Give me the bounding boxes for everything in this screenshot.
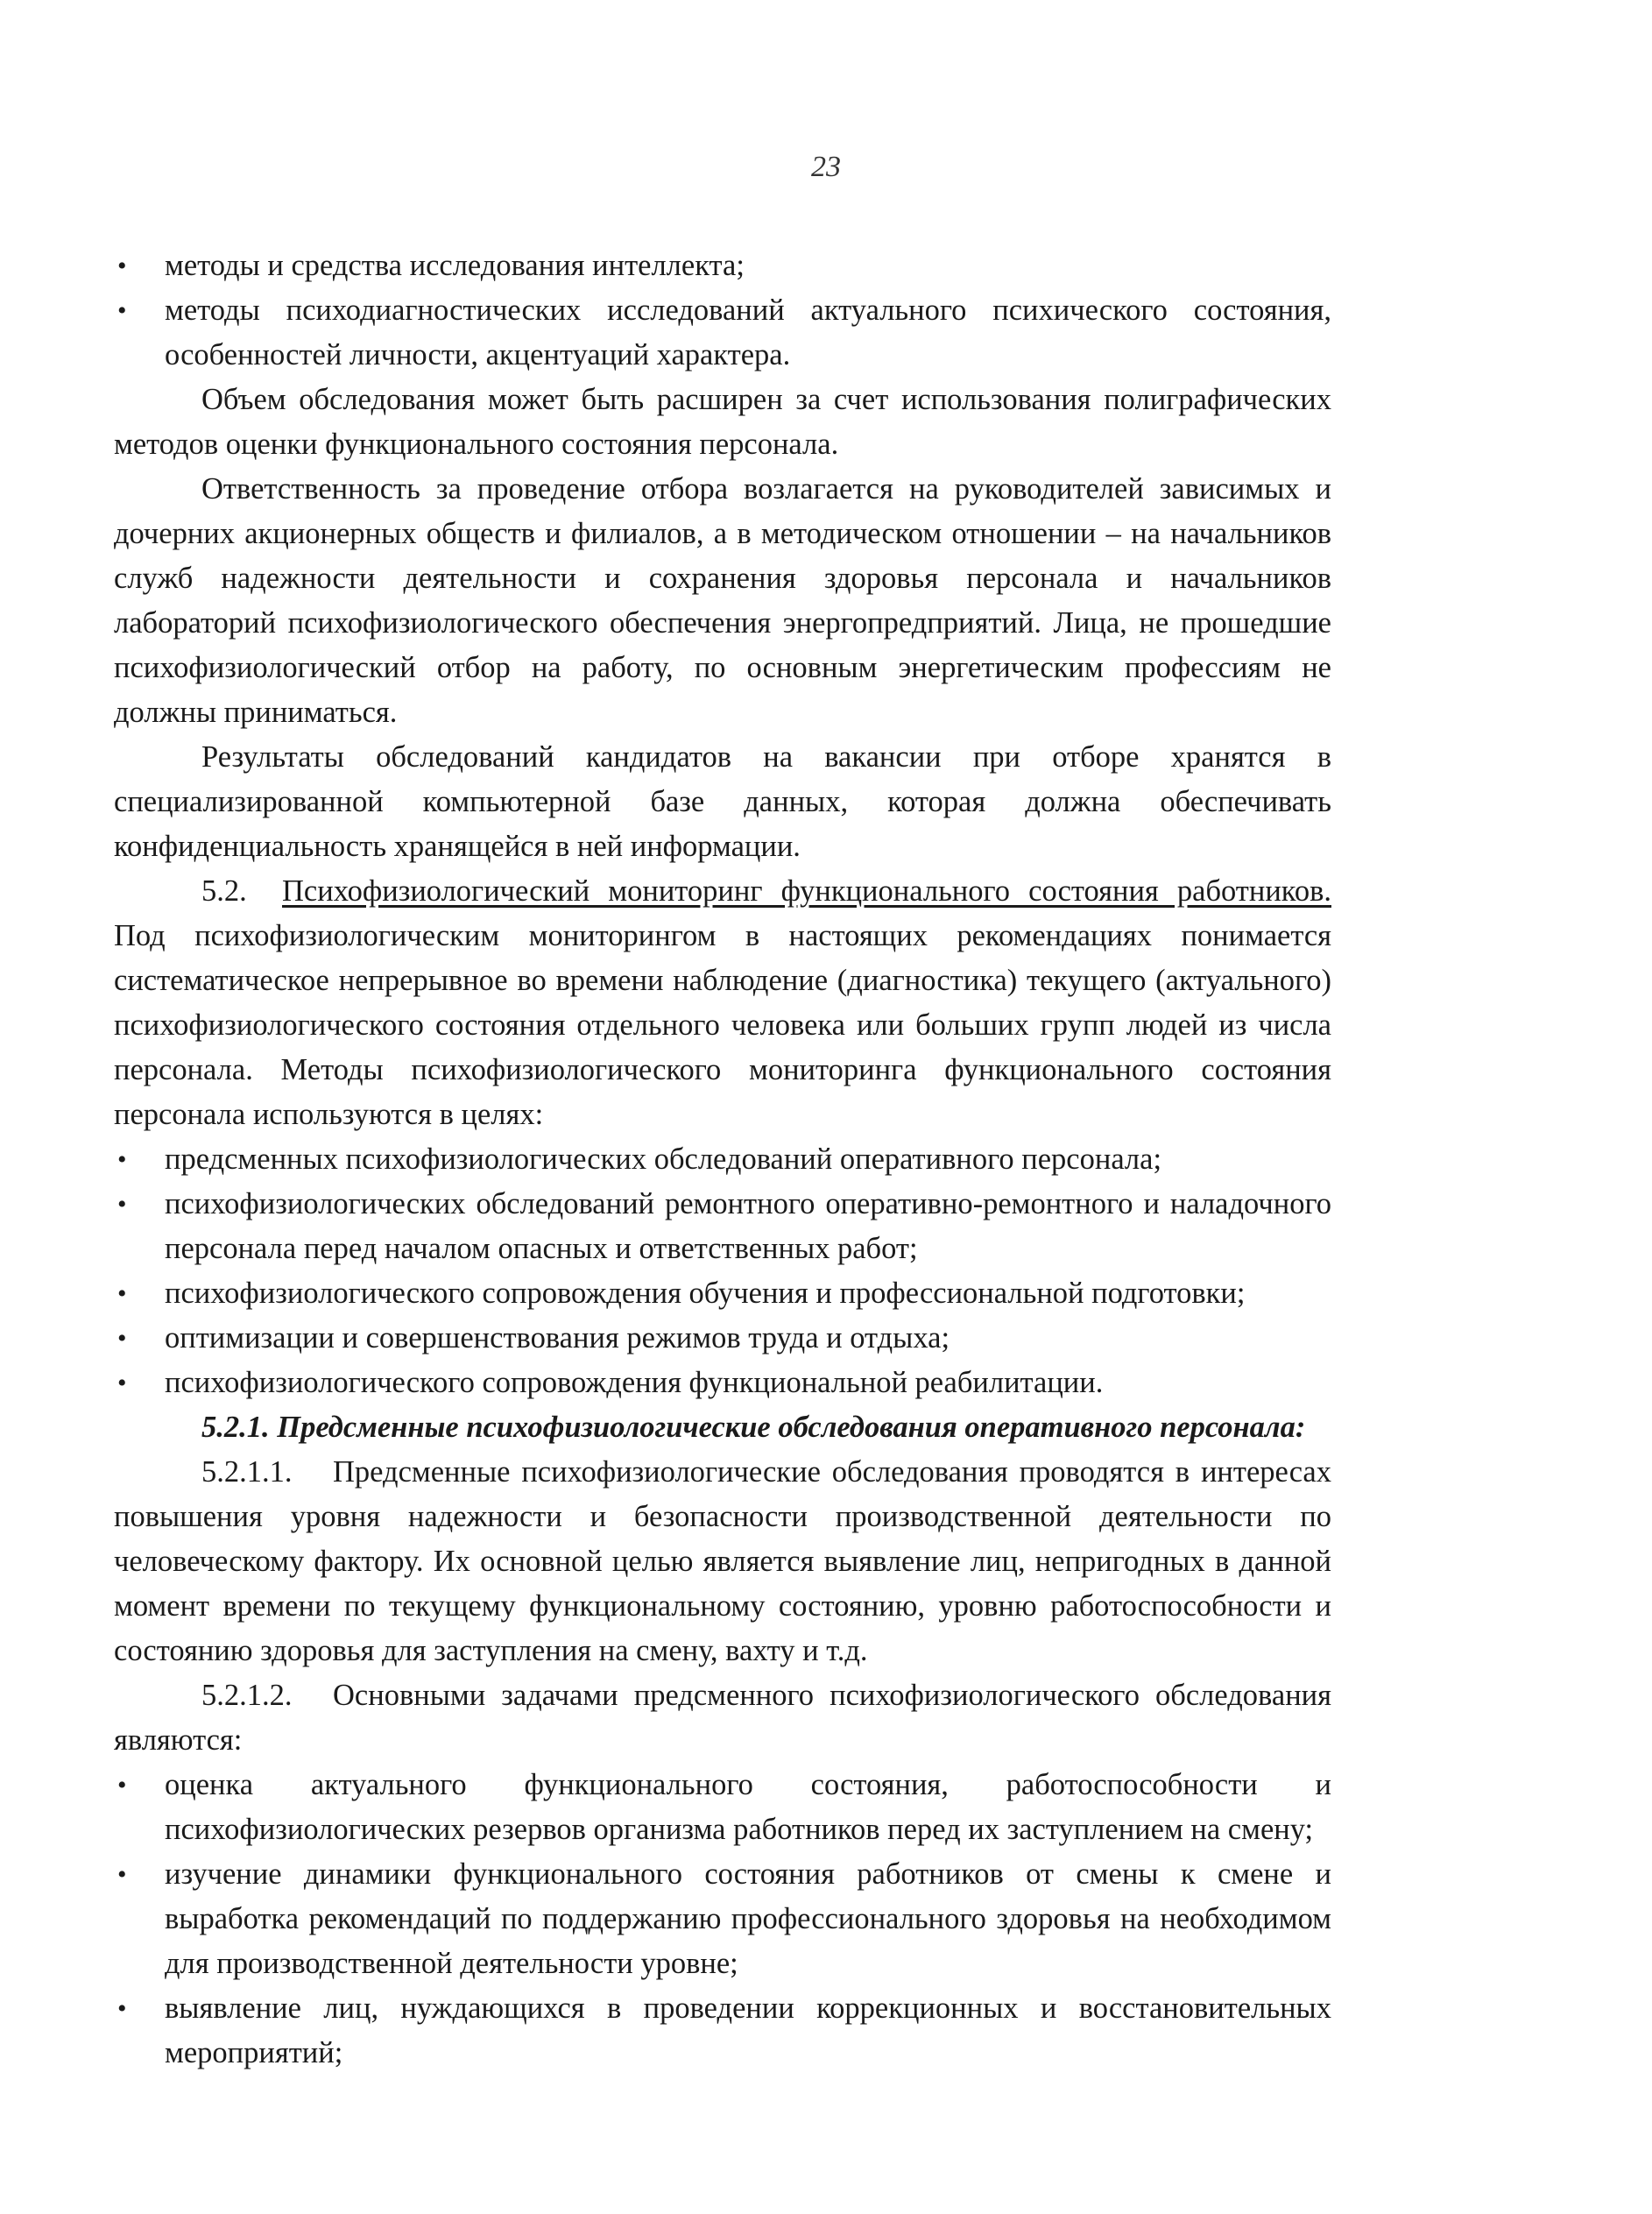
bullet-icon: • <box>117 1860 127 1889</box>
subsection-heading-5-2-1: 5.2.1. Предсменные психофизиологические обследования оперативного персонала: <box>201 1411 1306 1444</box>
list-item <box>114 1271 1331 1316</box>
list-item-text: психофизиологических обследований ремонтного оперативно-ремонтного и наладочного персонала перед началом опасных и ответственных работ; <box>165 1187 1331 1265</box>
list-item-text: методы и средства исследования интеллекта; <box>165 249 745 282</box>
paragraph-volume: Объем обследования может быть расширен за счет использования полиграфических методов оценки функционального состояния персонала. <box>114 383 1331 461</box>
list-item <box>114 1361 1331 1405</box>
section-5-2-1-2 <box>114 1673 1331 1763</box>
bullet-icon: • <box>117 251 127 280</box>
list-item <box>114 1137 1331 1182</box>
bullet-icon: • <box>117 1324 127 1353</box>
page-content <box>114 244 1331 2076</box>
list-item <box>114 1316 1331 1361</box>
bullet-icon: • <box>117 296 127 325</box>
section-5-2-1-1 <box>114 1450 1331 1673</box>
list-item-text: психофизиологического сопровождения функциональной реабилитации. <box>165 1366 1104 1399</box>
paragraph-responsibility: Ответственность за проведение отбора возлагается на руководителей зависимых и дочерних акционерных обществ и филиалов, а в методическом отношении – на начальников служб надежности деятельности и сохранения здоровья персонала и начальников лабораторий психофизиологического обеспечения энергопредприятий. Лица, не прошедшие психофизиологический отбор на работу, по основным энергетическим профессиям не должны приниматься. <box>114 472 1331 729</box>
section-text: Под психофизиологическим мониторингом в настоящих рекомендациях понимается систематическое непрерывное во времени наблюдение (диагностика) текущего (актуального) психофизиологического состояния отдельного человека или больших групп людей из числа персонала. Методы психофизиологического мониторинга функционального состояния персонала используются в целях: <box>114 919 1331 1131</box>
section-5-2 <box>114 869 1331 1137</box>
list-item-text: выявление лиц, нуждающихся в проведении коррекционных и восстановительных мероприятий; <box>165 1991 1331 2069</box>
list-item-text: оценка актуального функционального состояния, работоспособности и психофизиологических резервов организма работников перед их заступлением на смену; <box>165 1768 1331 1846</box>
section-text: Основными задачами предсменного психофизиологического обследования являются: <box>114 1679 1331 1757</box>
bullet-icon: • <box>117 1145 127 1174</box>
section-title: Психофизиологический мониторинг функционального состояния работников. <box>282 874 1331 908</box>
list-item <box>114 244 1331 288</box>
bullet-icon: • <box>117 1369 127 1397</box>
list-item-text: психофизиологического сопровождения обучения и профессиональной подготовки; <box>165 1277 1246 1310</box>
bullet-icon: • <box>117 1279 127 1308</box>
list-item <box>114 1182 1331 1271</box>
list-item <box>114 1763 1331 1852</box>
section-number: 5.2. <box>201 874 247 908</box>
bullet-icon: • <box>117 1190 127 1219</box>
list-item <box>114 1986 1331 2076</box>
list-item <box>114 288 1331 378</box>
list-item-text: оптимизации и совершенствования режимов труда и отдыха; <box>165 1321 950 1355</box>
list-item-text: методы психодиагностических исследований актуального психического состояния, особенностей личности, акцентуаций характера. <box>165 294 1331 371</box>
section-text: Предсменные психофизиологические обследования проводятся в интересах повышения уровня надежности и безопасности производственной деятельности по человеческому фактору. Их основной целью является выявление лиц, непригодных в данной момент времени по текущему функциональному состоянию, уровню работоспособности и состоянию здоровья для заступления на смену, вахту и т.д. <box>114 1455 1331 1667</box>
list-item-text: предсменных психофизиологических обследований оперативного персонала; <box>165 1142 1162 1176</box>
section-number: 5.2.1.1. <box>201 1455 293 1489</box>
page-number: 23 <box>811 151 841 183</box>
bullet-icon: • <box>117 1994 127 2023</box>
section-number: 5.2.1.2. <box>201 1679 293 1712</box>
list-item-text: изучение динамики функционального состояния работников от смены к смене и выработка рекомендаций по поддержанию профессионального здоровья на необходимом для производственной деятельности уровне; <box>165 1857 1331 1980</box>
bullet-icon: • <box>117 1771 127 1800</box>
paragraph-results: Результаты обследований кандидатов на вакансии при отборе хранятся в специализированной компьютерной базе данных, которая должна обеспечивать конфиденциальность хранящейся в ней информации. <box>114 740 1331 863</box>
list-item <box>114 1852 1331 1986</box>
